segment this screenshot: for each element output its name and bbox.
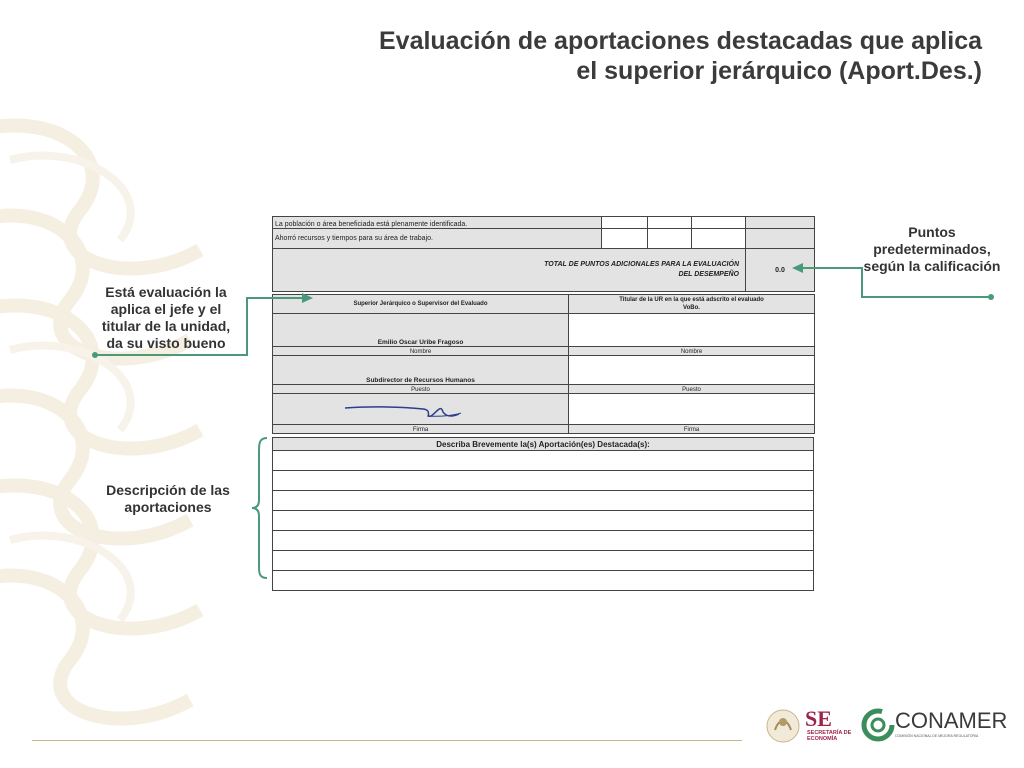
footer-logos	[765, 704, 1008, 748]
name-caption-right: Nombre	[569, 347, 815, 356]
title-line-2: el superior jerárquico (Aport.Des.)	[576, 57, 982, 85]
position-caption-left: Puesto	[273, 385, 569, 394]
evaluation-arrowhead-icon	[302, 293, 313, 303]
signature-caption-left: Firma	[273, 425, 569, 434]
callout-evaluation: Está evaluación la aplica el jefe y el titular de la unidad, da su visto bueno	[101, 284, 231, 351]
se-subtitle-line-2: ECONOMÍA	[807, 736, 838, 742]
se-logo-subtitle	[807, 730, 851, 742]
total-label-line-1: TOTAL DE PUNTOS ADICIONALES PARA LA EVALUACIÓN	[544, 261, 739, 268]
callout-points: Puntos predeterminados, según la calificación	[863, 224, 1001, 274]
description-brace	[252, 438, 267, 578]
signature-caption-right: Firma	[569, 425, 815, 434]
evaluation-connector-dot	[92, 352, 98, 358]
criteria-label: La población o área beneficiada está plenamente identificada.	[273, 217, 602, 229]
description-header: Describa Brevemente la(s) Aportación(es) Destacada(s):	[273, 438, 814, 451]
conamer-logo-icon	[861, 708, 895, 742]
conamer-logo-text: CONAMER	[895, 708, 1008, 733]
title-line-1: Evaluación de aportaciones destacadas que aplica	[378, 27, 982, 55]
titular-header-line-2: VoBo.	[683, 305, 700, 311]
se-logo-text: SE	[805, 706, 832, 731]
position-caption-right: Puesto	[569, 385, 815, 394]
total-value: 0.0	[746, 249, 815, 292]
criteria-label: Ahorró recursos y tiempos para su área de trabajo.	[273, 229, 602, 249]
name-caption-left: Nombre	[273, 347, 569, 356]
se-subtitle-line-1: SECRETARÍA DE	[807, 730, 852, 736]
points-arrowhead-icon	[792, 263, 803, 273]
conamer-logo-subtitle: COMISIÓN NACIONAL DE MEJORA REGULATORIA	[895, 734, 979, 738]
total-label-line-2: DEL DESEMPEÑO	[678, 271, 739, 278]
supervisor-header: Superior Jerárquico o Supervisor del Evaluado	[273, 295, 569, 314]
supervisor-name: Emilio Oscar Uribe Fragoso	[273, 314, 569, 347]
callout-description: Descripción de las aportaciones	[106, 482, 230, 515]
titular-header-line-1: Titular de la UR en la que está adscrito el evaluado	[619, 297, 764, 303]
footer-divider	[32, 740, 742, 741]
mexico-seal-icon	[765, 708, 801, 744]
supervisor-position: Subdirector de Recursos Humanos	[273, 356, 569, 385]
points-connector-dot	[988, 294, 994, 300]
